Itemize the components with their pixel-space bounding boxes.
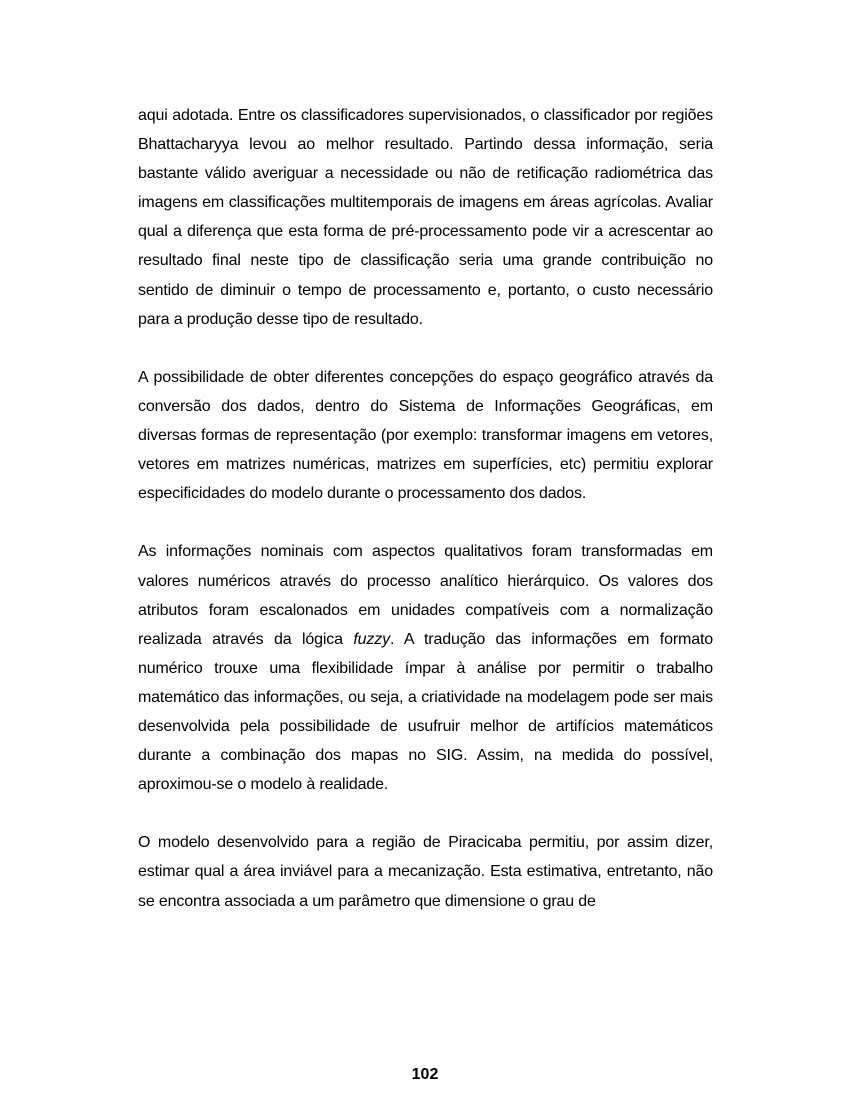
italic-term-fuzzy: fuzzy	[353, 630, 390, 648]
page-number: 102	[411, 1066, 439, 1083]
page-body	[138, 101, 713, 916]
paragraph-3-text-start: As informações nominais com aspectos qualitativos foram transformadas em valores numéricos através do processo analítico hierárquico. Os valores dos atributos foram escalonados em unidades compatíveis com a normalização realizada através da lógica	[138, 543, 713, 648]
paragraph-3-text-end: . A tradução das informações em formato numérico trouxe uma flexibilidade ímpar à análise por permitir o trabalho matemático das informações, ou seja, a criatividade na modelagem pode ser mais desenvolvida pela possibilidade de usufruir melhor de artifícios matemáticos durante a combinação dos mapas no SIG. Assim, na medida do possível, aproximou-se o modelo à realidade.	[138, 630, 713, 794]
paragraph-1: aqui adotada. Entre os classificadores supervisionados, o classificador por regiões Bhattacharyya levou ao melhor resultado. Partindo dessa informação, seria bastante válido averiguar a necessidade ou não de retificação radiométrica das imagens em classificações multitemporais de imagens em áreas agrícolas. Avaliar qual a diferença que esta forma de pré-processamento pode vir a acrescentar ao resultado final neste tipo de classificação seria uma grande contribuição no sentido de diminuir o tempo de processamento e, portanto, o custo necessário para a produção desse tipo de resultado.	[138, 107, 713, 328]
paragraph-3	[138, 537, 713, 799]
paragraph-4: O modelo desenvolvido para a região de Piracicaba permitiu, por assim dizer, estimar qual a área inviável para a mecanização. Esta estimativa, entretanto, não se encontra associada a um parâmetro que dimensione o grau de	[138, 834, 713, 910]
paragraph-2: A possibilidade de obter diferentes concepções do espaço geográfico através da conversão dos dados, dentro do Sistema de Informações Geográficas, em diversas formas de representação (por exemplo: transformar imagens em vetores, vetores em matrizes numéricas, matrizes em superfícies, etc) permitiu explorar especificidades do modelo durante o processamento dos dados.	[138, 368, 713, 503]
